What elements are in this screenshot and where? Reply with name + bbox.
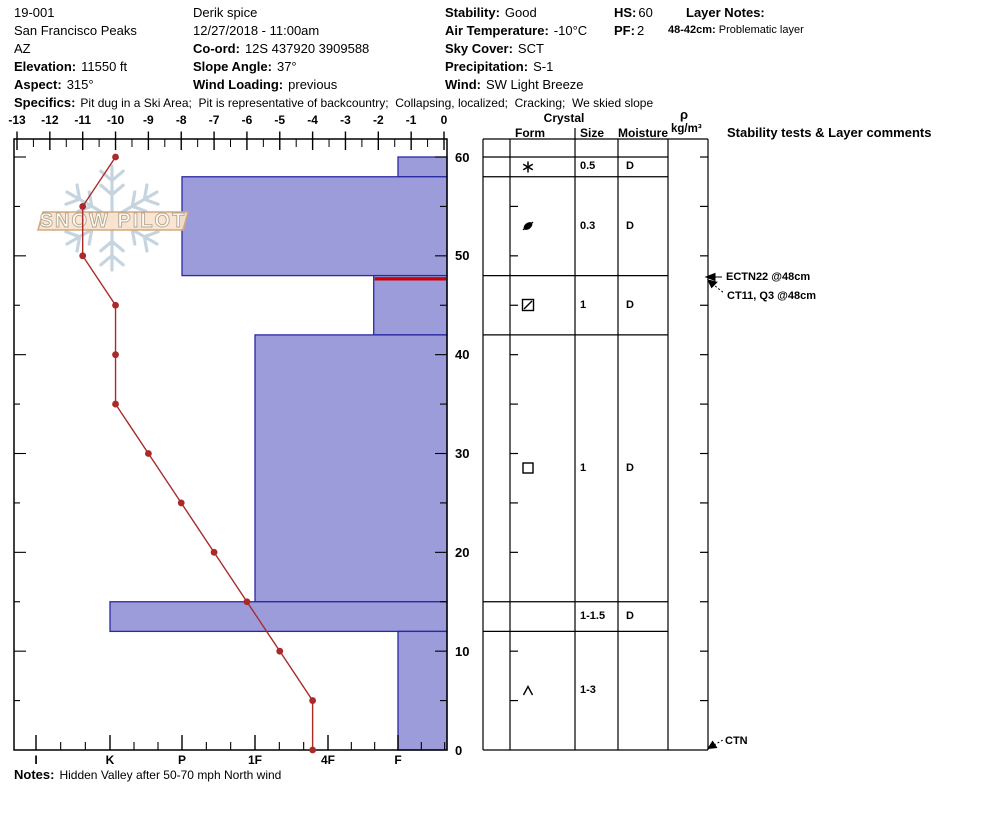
temperature-point [178,500,185,507]
precip-label: Precipitation: [445,59,529,74]
hs-label: HS: [614,5,637,20]
stability-test-label: CT11, Q3 @48cm [727,289,816,302]
ctn-arrow-head [708,741,717,748]
air-temp-value: -10°C [553,23,588,38]
temperature-point [145,450,152,457]
stability-test-arrows [706,274,724,749]
hardness-tick-label: 1F [247,753,262,767]
temp-tick-label: -6 [241,113,253,127]
coord-value: 12S 437920 3909588 [244,41,370,56]
pit-state: AZ [14,41,31,56]
temperature-point [112,154,119,161]
temperature-point [112,401,119,408]
slope-angle-line [193,59,297,74]
precip-value: S-1 [533,59,554,74]
observer-name: Derik spice [193,5,258,20]
notes-line [14,767,281,783]
layer-note-depth: 48-42cm: [668,24,716,36]
stability-label: Stability: [445,5,500,20]
temp-tick-label: -8 [175,113,187,127]
moisture-column-header: Moisture [618,126,669,140]
depth-tick-label: 30 [455,446,470,461]
sky-cover-value: SCT [517,41,544,56]
temp-tick-label: -4 [307,113,318,127]
snow-layer-bar [398,631,447,750]
snowpilot-watermark [38,166,188,270]
hardness-tick-label: F [394,753,402,767]
elevation-line [14,59,127,74]
slope-angle-label: Slope Angle: [193,59,272,74]
comments-column-header: Stability tests & Layer comments [727,125,932,140]
crystal-moisture-cell: D [626,610,634,623]
aspect-label: Aspect: [14,77,62,92]
grain-form-fc-icon [520,460,536,476]
snow-layer-bar [255,335,447,602]
air-temp-label: Air Temperature: [445,23,549,38]
grain-form-fcxr-icon [520,297,536,313]
stability-test-label: CTN [725,735,748,747]
depth-tick-label: 50 [455,248,470,264]
pf-label: PF: [614,23,635,38]
pit-id: 19-001 [14,5,55,20]
layer-note-line [668,24,804,37]
temperature-point [276,648,283,655]
ctn-arrow-line [714,740,723,745]
crystal-moisture-cell: D [626,298,634,311]
sky-cover-line [445,41,544,56]
stability-value: Good [504,5,537,20]
stability-line [445,5,537,20]
wind-loading-label: Wind Loading: [193,77,284,92]
stability-test-label: ECTN22 @48cm [726,271,811,283]
grain-form-df-icon [520,218,536,234]
depth-tick-label: 0 [455,742,463,758]
snow-layer-bar [182,177,447,276]
snow-layer-bar [110,602,447,632]
pit-datetime: 12/27/2018 - 11:00am [193,23,320,38]
wind-loading-value: previous [288,77,338,92]
aspect-line [14,77,94,92]
temperature-point [211,549,218,556]
depth-tick-label: 20 [455,544,470,560]
specifics-line [14,95,653,111]
temperature-point [112,351,119,358]
temp-tick-label: -9 [143,113,154,127]
temp-tick-label: -5 [274,113,286,127]
form-column-header: Form [515,126,545,140]
hardness-tick-label: I [34,753,38,767]
crystal-moisture-cell: D [626,461,634,474]
flagged-layer-line [375,277,446,280]
snow-layer-bar [374,276,447,335]
layer-notes-heading: Layer Notes: [686,5,765,20]
crystal-size-cell: 1 [580,461,587,474]
temp-tick-label: -11 [74,113,92,127]
hardness-bars [110,157,447,750]
crystal-header: Crystal [543,111,585,125]
temperature-point [309,747,316,754]
crystal-size-cell: 1-3 [580,684,596,697]
elevation-label: Elevation: [14,59,77,74]
crystal-moisture-cell: D [626,160,634,173]
hs-line [614,5,653,20]
temp-tick-label: -7 [208,113,220,127]
crystal-size-cell: 1-1.5 [580,610,606,623]
pf-line [614,23,644,38]
temperature-point [79,252,86,259]
air-temp-line [445,23,587,38]
watermark-text: SNOW PILOT [39,210,187,232]
hardness-tick-label: P [177,753,186,767]
elevation-value: 11550 ft [81,59,128,74]
wind-line [445,77,584,92]
temp-tick-label: -2 [372,113,384,127]
crystal-size-cell: 0.5 [580,160,596,173]
temp-tick-label: -1 [405,113,417,127]
hs-value: 60 [638,5,653,20]
temp-tick-label: 0 [440,113,448,127]
depth-tick-label: 10 [455,643,470,659]
specifics-value: Pit dug in a Ski Area; Pit is representative of backcountry; Collapsing, localized; Cracking; We skied slope [80,96,654,110]
temp-tick-label: -13 [8,113,26,127]
hardness-tick-label: 4F [320,753,335,767]
crystal-moisture-cell: D [626,219,634,232]
sky-cover-label: Sky Cover: [445,41,513,56]
notes-text: Hidden Valley after 50-70 mph North wind [59,768,282,782]
depth-tick-label: 40 [455,347,470,363]
grain-form-pp-icon [520,159,536,175]
temp-tick-label: -3 [340,113,351,127]
crystal-size-cell: 1 [580,298,587,311]
notes-label: Notes: [14,767,55,782]
temperature-point [309,697,316,704]
depth-tick-label: 60 [455,149,470,165]
wind-loading-line [193,77,337,92]
coord-line [193,41,369,56]
temperature-point [244,598,251,605]
aspect-value: 315° [66,77,94,92]
size-column-header: Size [580,126,605,140]
precip-line [445,59,553,74]
density-rho-header: ρ [680,107,689,122]
slope-angle-value: 37° [276,59,297,74]
layer-note-text: Problematic layer [718,24,804,36]
hardness-tick-label: K [105,753,115,767]
wind-value: SW Light Breeze [485,77,584,92]
coord-label: Co-ord: [193,41,240,56]
temp-tick-label: -12 [41,113,59,127]
temperature-point [79,203,86,210]
temperature-point [112,302,119,309]
wind-label: Wind: [445,77,481,92]
pf-value: 2 [636,23,645,38]
snow-layer-bar [398,157,447,177]
density-unit-header: kg/m³ [671,123,702,135]
pit-location: San Francisco Peaks [14,23,137,38]
grain-form-dh-icon [520,683,536,699]
specifics-label: Specifics: [14,95,76,110]
temp-tick-label: -10 [106,113,125,127]
crystal-table-grid [483,128,708,750]
crystal-size-cell: 0.3 [580,219,596,232]
